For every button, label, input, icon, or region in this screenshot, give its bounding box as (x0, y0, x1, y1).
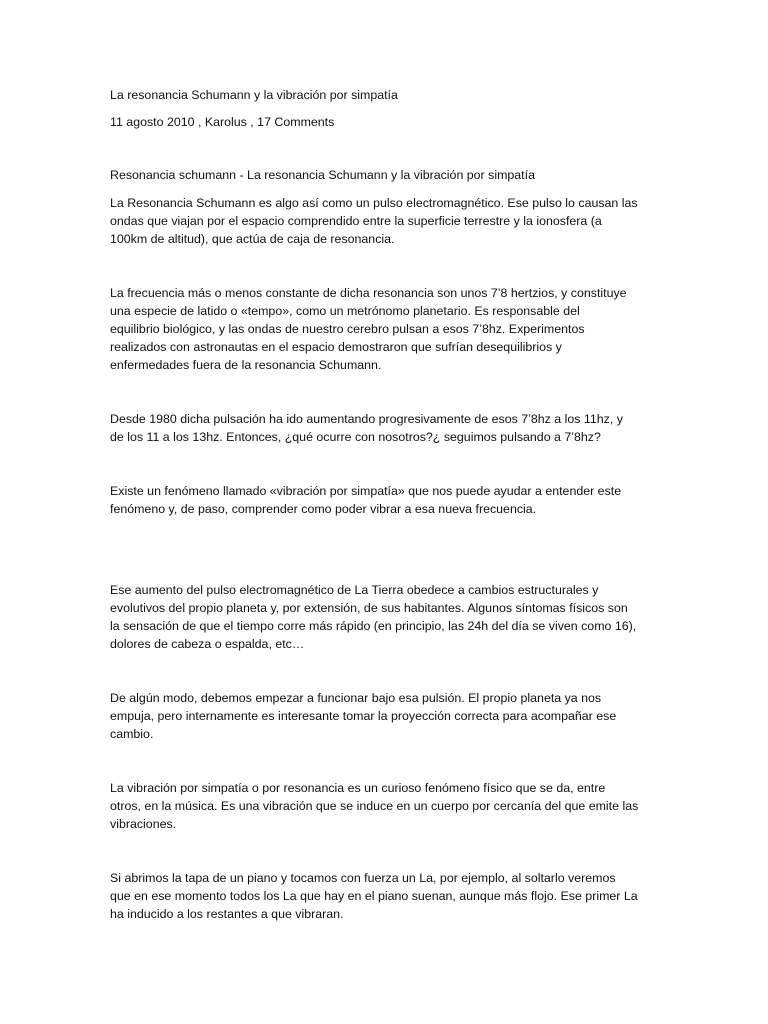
paragraph-3-line-2: de los 11 a los 13hz. Entonces, ¿qué ocurre con nosotros?¿ seguimos pulsando a 7’8hz? (110, 430, 601, 444)
paragraph-7-line-3: vibraciones. (110, 817, 177, 831)
paragraph-8-line-3: ha inducido a los restantes a que vibraran. (110, 907, 344, 921)
document-title: La resonancia Schumann y la vibración por simpatía (110, 88, 398, 102)
paragraph-2-line-1: La frecuencia más o menos constante de dicha resonancia son unos 7’8 hertzios, y constituye (110, 286, 627, 300)
paragraph-7-line-2: otros, en la música. Es una vibración que se induce en un cuerpo por cercanía del que emite las (110, 799, 639, 813)
document-meta: 11 agosto 2010 , Karolus , 17 Comments (110, 115, 335, 129)
paragraph-1-line-2: ondas que viajan por el espacio comprendido entre la superficie terrestre y la ionosfera (a (110, 214, 602, 228)
paragraph-2-line-4: realizados con astronautas en el espacio demostraron que sufrían desequilibrios y (110, 340, 562, 354)
paragraph-4-line-2: fenómeno y, de paso, comprender como poder vibrar a esa nueva frecuencia. (110, 502, 537, 516)
paragraph-6-line-3: cambio. (110, 727, 154, 741)
paragraph-3-line-1: Desde 1980 dicha pulsación ha ido aumentando progresivamente de esos 7’8hz a los 11hz, y (110, 412, 623, 426)
paragraph-8-line-2: que en ese momento todos los La que hay en el piano suenan, aunque más flojo. Ese primer La (110, 889, 638, 903)
paragraph-1-line-3: 100km de altitud), que actúa de caja de resonancia. (110, 232, 395, 246)
paragraph-7-line-1: La vibración por simpatía o por resonancia es un curioso fenómeno físico que se da, entre (110, 781, 606, 795)
paragraph-5-line-1: Ese aumento del pulso electromagnético de La Tierra obedece a cambios estructurales y (110, 583, 599, 597)
paragraph-6-line-1: De algún modo, debemos empezar a funcionar bajo esa pulsión. El propio planeta ya nos (110, 691, 602, 705)
paragraph-6-line-2: empuja, pero internamente es interesante tomar la proyección correcta para acompañar ese (110, 709, 617, 723)
paragraph-5-line-2: evolutivos del propio planeta y, por extensión, de sus habitantes. Algunos síntomas físicos son (110, 601, 628, 615)
paragraph-5-line-4: dolores de cabeza o espalda, etc… (110, 637, 305, 651)
paragraph-2-line-3: equilibrio biológico, y las ondas de nuestro cerebro pulsan a esos 7’8hz. Experimentos (110, 322, 585, 336)
paragraph-5-line-3: la sensación de que el tiempo corre más rápido (en principio, las 24h del día se viven como 16), (110, 619, 637, 633)
paragraph-2-line-2: una especie de latido o «tempo», como un metrónomo planetario. Es responsable del (110, 304, 580, 318)
paragraph-4-line-1: Existe un fenómeno llamado «vibración por simpatía» que nos puede ayudar a entender este (110, 484, 622, 498)
paragraph-8-line-1: Si abrimos la tapa de un piano y tocamos con fuerza un La, por ejemplo, al soltarlo veremos (110, 871, 616, 885)
paragraph-1-line-1: La Resonancia Schumann es algo así como un pulso electromagnético. Ese pulso lo causan las (110, 196, 638, 210)
document-subtitle: Resonancia schumann - La resonancia Schumann y la vibración por simpatía (110, 168, 535, 182)
paragraph-2-line-5: enfermedades fuera de la resonancia Schumann. (110, 358, 382, 372)
